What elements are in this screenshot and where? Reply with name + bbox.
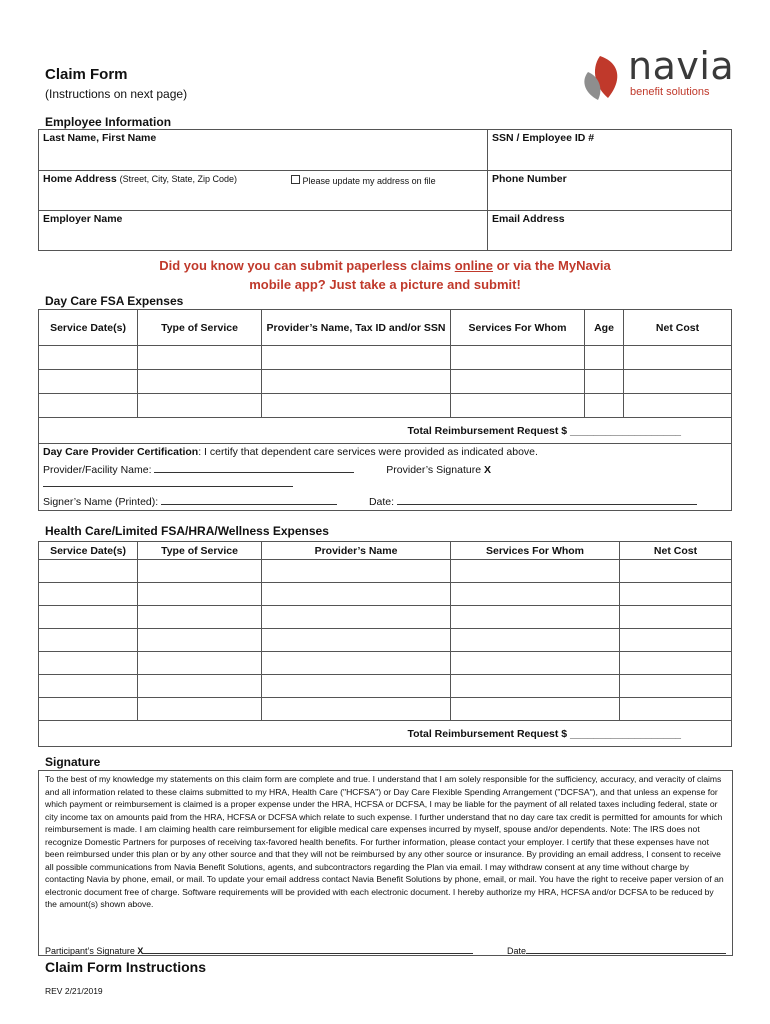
- table-row: [39, 698, 732, 721]
- email-field[interactable]: Email Address: [488, 211, 732, 251]
- provider-facility-input[interactable]: [154, 462, 354, 473]
- phone-field[interactable]: Phone Number: [488, 171, 732, 211]
- col-net-cost: Net Cost: [624, 310, 732, 346]
- signature-attestation: To the best of my knowledge my statements on this claim form are complete and true. I understand that I am solely responsible for the sufficiency, accuracy, and veracity of claims and all information related to these claims submitted to my HRA, Health Care ("HCFSA") or Day Care Flexible Spending Arrangement ("DCFSA"), and that unless an expense for which payment or reimbursement is claimed is a proper expense under the HRA, HCFSA or DCFSA, I may be liable for the payment of all related taxes including federal, state or city income tax on amounts paid from the HRA, HCFSA or DCFSA which relate to such expense. I further understand that no day care tax credit is permitted for amounts for which reimbursement is made. I am claiming health care reimbursement for eligible medical care expenses incurred by myself, spouse and/or dependents. Note: The IRS does not recognize Domestic Partners for purposes of receiving tax-favored health benefits. For further information, please contact your employer. I certify that these expenses have not been reimbursed under this plan or by any other source and that they will not be reimbursed by any other source or insurance. By providing an email address, I consent to receive all possible communications from Navia Benefit Solutions, agents, and subcontractors regarding the Plan via email. I may withdraw consent at any time without charge by contacting Navia by phone, email, or mail. To update your email address contact Navia Benefit Solutions by phone, email, or mail. You have the right to receive paper version of an electronic document free of charge. Software requirements will be provided with each electronic document. I hereby authorize my HRA, HCFSA and/or DCFSA to be reduced by the amount(s) shown above. Participant’s Signature X Date: [38, 770, 733, 956]
- col-type-of-service: Type of Service: [138, 310, 262, 346]
- navia-logo: [578, 44, 735, 104]
- provider-date-label: Date:: [368, 496, 395, 508]
- col-provider-name: Provider’s Name: [262, 542, 451, 560]
- home-address-field[interactable]: Home Address (Street, City, State, Zip Code) Please update my address on file: [39, 171, 488, 211]
- table-row: [39, 652, 732, 675]
- paperless-promo: Did you know you can submit paperless claims online or via the MyNavia mobile app? Just take a picture and submit!: [159, 258, 611, 292]
- col-services-for-whom: Services For Whom: [451, 542, 620, 560]
- col-net-cost: Net Cost: [620, 542, 732, 560]
- daycare-total-request[interactable]: Total Reimbursement Request $ ___________________: [39, 418, 732, 444]
- participant-signature-label: Participant’s Signature: [45, 946, 135, 956]
- table-row: [39, 675, 732, 698]
- form-subtitle: (Instructions on next page): [45, 87, 188, 101]
- provider-certification: Day Care Provider Certification: I certify that dependent care services were provided as indicated above. Provider/Facility Name: Provider’s Signature X Signer’s Name (Printed): Date:: [39, 444, 732, 511]
- provider-signature-label: Provider’s Signature: [386, 464, 482, 476]
- daycare-expense-table: [38, 309, 732, 511]
- online-link[interactable]: online: [454, 258, 493, 273]
- col-services-for-whom: Services For Whom: [451, 310, 585, 346]
- table-row: [39, 370, 732, 394]
- provider-facility-label: Provider/Facility Name:: [43, 464, 152, 476]
- table-row: [39, 346, 732, 370]
- table-row: [39, 629, 732, 652]
- table-row: [39, 394, 732, 418]
- ssn-field[interactable]: SSN / Employee ID #: [488, 130, 732, 171]
- table-row: [39, 560, 732, 583]
- last-first-name-field[interactable]: Last Name, First Name: [39, 130, 488, 171]
- form-title: Claim Form: [45, 66, 128, 83]
- provider-signature-input[interactable]: [43, 476, 293, 487]
- update-address-checkbox[interactable]: Please update my address on file: [291, 175, 436, 186]
- revision-date: REV 2/21/2019: [45, 986, 103, 996]
- employee-info-heading: Employee Information: [45, 115, 172, 129]
- participant-date-input[interactable]: [526, 943, 726, 954]
- health-care-heading: Health Care/Limited FSA/HRA/Wellness Expenses: [45, 524, 329, 538]
- health-total-request[interactable]: Total Reimbursement Request $ ___________________: [39, 721, 732, 747]
- attestation-text: To the best of my knowledge my statements on this claim form are complete and true. I understand that I am solely responsible for the sufficiency, accuracy, and veracity of claims and all information related to these claims submitted to my HRA, Health Care ("HCFSA") or Day Care Flexible Spending Arrangement ("DCFSA"), and that unless an expense for which payment or reimbursement is claimed is a proper expense under the HRA, HCFSA or DCFSA, I may be liable for the payment of all related taxes including federal, state or city income tax on amounts paid from the HRA, HCFSA or DCFSA which relate to such expense. I further understand that no day care tax credit is permitted for amounts for which reimbursement is made. I am claiming health care reimbursement for eligible medical care expenses incurred by myself, spouse and/or dependents. Note: The IRS does not recognize Domestic Partners for purposes of receiving tax-favored health benefits. For further information, please contact your employer. I certify that these expenses have not been reimbursed under this plan or by any other source and that they will not be reimbursed by any other source or insurance. By providing an email address, I consent to receive all possible communications from Navia Benefit Solutions, agents, and subcontractors regarding the Plan via email. I may withdraw consent at any time without charge by contacting Navia by phone, email, or mail. To update your email address contact Navia Benefit Solutions by phone, email, or mail. You have the right to receive paper version of an electronic document free of charge. Software requirements will be provided with each electronic document. I hereby authorize my HRA, HCFSA and/or DCFSA to be reduced by the amount(s) shown above.: [45, 774, 724, 909]
- col-provider-name-taxid: Provider’s Name, Tax ID and/or SSN: [262, 310, 451, 346]
- signature-heading: Signature: [45, 755, 101, 769]
- leaf-icon: [578, 48, 628, 104]
- daycare-heading: Day Care FSA Expenses: [45, 294, 184, 308]
- table-row: [39, 583, 732, 606]
- employer-name-field[interactable]: Employer Name: [39, 211, 488, 251]
- health-care-expense-table: [38, 541, 732, 747]
- col-age: Age: [585, 310, 624, 346]
- signer-name-input[interactable]: [161, 494, 337, 505]
- checkbox-icon[interactable]: [291, 175, 300, 184]
- signer-name-label: Signer’s Name (Printed):: [43, 496, 159, 508]
- col-service-dates: Service Date(s): [39, 542, 138, 560]
- table-row: [39, 606, 732, 629]
- logo-tagline: benefit solutions: [630, 86, 710, 98]
- participant-signature-input[interactable]: [143, 943, 473, 954]
- participant-date-label: Date: [507, 946, 527, 956]
- provider-date-input[interactable]: [397, 494, 697, 505]
- logo-wordmark: navia: [628, 44, 735, 88]
- col-service-dates: Service Date(s): [39, 310, 138, 346]
- instructions-title: Claim Form Instructions: [45, 959, 207, 975]
- employee-info-table: [38, 129, 732, 251]
- col-type-of-service: Type of Service: [138, 542, 262, 560]
